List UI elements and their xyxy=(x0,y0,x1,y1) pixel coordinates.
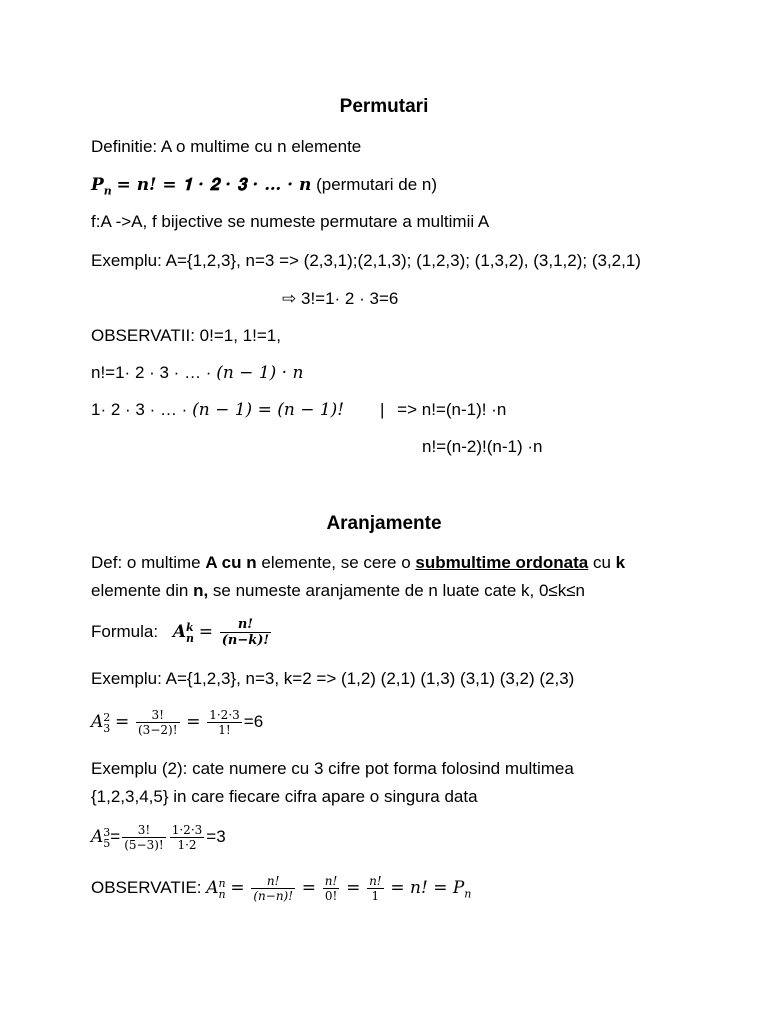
ex2-fraction-1 xyxy=(122,823,166,852)
obs-den2: 0! xyxy=(324,889,338,904)
example-1-formula xyxy=(91,702,263,742)
ex2-den: (5−3)! xyxy=(124,838,164,853)
example-2-formula xyxy=(91,817,226,857)
formula-a: 𝑨 xyxy=(172,622,187,642)
aranjamente-example-2-line1: Exemplu (2): cate numere cu 3 cifre pot forma folosind multimea xyxy=(91,759,574,778)
section-title-permutari: Permutari xyxy=(339,96,429,117)
aranjamente-formula xyxy=(91,612,273,652)
formula-p-note: (permutari de n) xyxy=(316,175,438,194)
aranjamente-example-2-line2: {1,2,3,4,5} in care fiecare cifra apare o singura data xyxy=(91,787,478,806)
example-result-value: 3!=1· 2 · 3=6 xyxy=(300,289,399,308)
formula-label: Formula: xyxy=(91,622,159,641)
product-prefix: 1· 2 · 3 · … · xyxy=(91,400,193,419)
ex2-sub: 5 xyxy=(103,836,111,850)
ex2-num: 3! xyxy=(122,823,166,838)
formula-fraction xyxy=(220,617,271,648)
ex1-num: 3! xyxy=(136,708,180,723)
bijective-definition: f:A ->A, f bijective se numeste permutare a multimii A xyxy=(91,212,490,231)
obs-eq2: = xyxy=(301,878,317,898)
formula-p: 𝑷 xyxy=(91,175,104,195)
permutari-definition: Definitie: A o multime cu n elemente xyxy=(91,137,362,156)
n-factorial-2: n!=(n-2)!(n-1) ·n xyxy=(422,437,543,456)
obs-tail: = 𝑛! = 𝑃 xyxy=(390,878,465,898)
ex1-den: (3−2)! xyxy=(138,723,178,738)
obs-den1: (𝑛−𝑛)! xyxy=(253,889,294,904)
n-factorial-line xyxy=(91,362,303,384)
def-text-3: cu xyxy=(588,553,616,572)
ex1-eq2: = xyxy=(186,712,201,732)
ex1-a: 𝐴 xyxy=(91,712,104,732)
n-factorial-prefix: n!=1· 2 · 3 · … · xyxy=(91,363,217,382)
section-title-aranjamente: Aranjamente xyxy=(326,513,442,534)
obs-num1: 𝑛! xyxy=(251,874,295,889)
def-bold-n: n, xyxy=(193,581,209,600)
ex2-num2: 1·2·3 xyxy=(171,823,203,838)
vertical-bar: | xyxy=(380,400,385,419)
implication xyxy=(380,399,506,421)
obs-a: 𝐴 xyxy=(206,878,219,898)
obs-fraction-1 xyxy=(251,874,295,903)
ex1-fraction-1 xyxy=(136,708,180,737)
aranjamente-def-line2 xyxy=(91,580,585,602)
product-line xyxy=(91,399,344,421)
def-line2-text-1: elemente din xyxy=(91,581,194,600)
permutari-formula xyxy=(91,174,437,202)
obs-sub: 𝑛 xyxy=(218,887,226,901)
ex1-result: =6 xyxy=(243,712,264,731)
ex2-den2: 1·2 xyxy=(177,838,197,853)
formula-eq: = xyxy=(198,622,213,642)
ex1-eq: = xyxy=(115,712,130,732)
def-bold-underline: submultime ordonata xyxy=(415,553,589,572)
ex2-sup: 3 xyxy=(103,825,111,839)
ex1-den2: 1! xyxy=(218,723,231,738)
obs-den3: 1 xyxy=(371,889,380,904)
product-suffix: (𝑛 − 1) = (𝑛 − 1)! xyxy=(192,400,345,420)
aranjamente-example-1: Exemplu: A={1,2,3}, n=3, k=2 => (1,2) (2,1) (1,3) (3,1) (3,2) (2,3) xyxy=(91,669,575,688)
obs-label: OBSERVATIE: xyxy=(91,878,207,897)
formula-a-indices xyxy=(186,622,194,644)
formula-a-sub: 𝒏 xyxy=(186,631,195,645)
permutari-example-result xyxy=(282,288,398,310)
formula-p-rhs: = 𝒏! = 𝟏 · 𝟐 · 𝟑 · … · 𝒏 xyxy=(116,175,312,195)
formula-den: (𝒏−𝒌)! xyxy=(221,633,270,649)
obs-fraction-3 xyxy=(367,874,384,903)
ex1-indices xyxy=(103,712,110,734)
n-factorial-suffix: (𝑛 − 1) · 𝑛 xyxy=(216,363,304,383)
arrow-right-icon: ⇨ xyxy=(282,289,297,308)
permutari-example: Exemplu: A={1,2,3}, n=3 => (2,3,1);(2,1,3); (1,2,3); (1,3,2), (3,1,2); (3,2,1) xyxy=(91,251,641,270)
obs-tail-sub: 𝑛 xyxy=(464,887,472,901)
ex1-sub: 3 xyxy=(103,721,111,735)
formula-num: 𝒏! xyxy=(220,617,271,633)
obs-sup: 𝑛 xyxy=(218,876,226,890)
ex2-a: 𝐴 xyxy=(91,827,104,847)
ex2-result: =3 xyxy=(206,827,226,846)
ex2-eq: = xyxy=(110,827,121,846)
obs-num2: 𝑛! xyxy=(324,874,338,889)
observatii-line: OBSERVATII: 0!=1, 1!=1, xyxy=(91,326,281,345)
ex1-sup: 2 xyxy=(103,710,111,724)
ex1-num2: 1·2·3 xyxy=(209,708,240,723)
formula-p-sub: 𝒏 xyxy=(103,184,112,198)
implication-text: => n!=(n-1)! ·n xyxy=(397,400,507,419)
ex1-fraction-2 xyxy=(207,708,242,737)
observatie-line xyxy=(91,868,471,914)
obs-eq1: = xyxy=(230,878,245,898)
def-text-2: elemente, se cere o xyxy=(256,553,416,572)
aranjamente-def-line1 xyxy=(91,552,625,574)
def-bold-k: k xyxy=(615,553,626,572)
def-text-1: Def: o multime xyxy=(91,553,206,572)
obs-indices xyxy=(219,878,226,900)
def-line2-text-2: se numeste aranjamente de n luate cate k, 0≤k≤n xyxy=(208,581,586,600)
ex2-fraction-2 xyxy=(170,823,205,852)
obs-num3: 𝑛! xyxy=(369,874,382,889)
obs-eq3: = xyxy=(346,878,361,898)
obs-fraction-2 xyxy=(323,874,340,903)
def-bold-1: A cu n xyxy=(205,553,257,572)
formula-a-sup: 𝒌 xyxy=(186,620,194,634)
